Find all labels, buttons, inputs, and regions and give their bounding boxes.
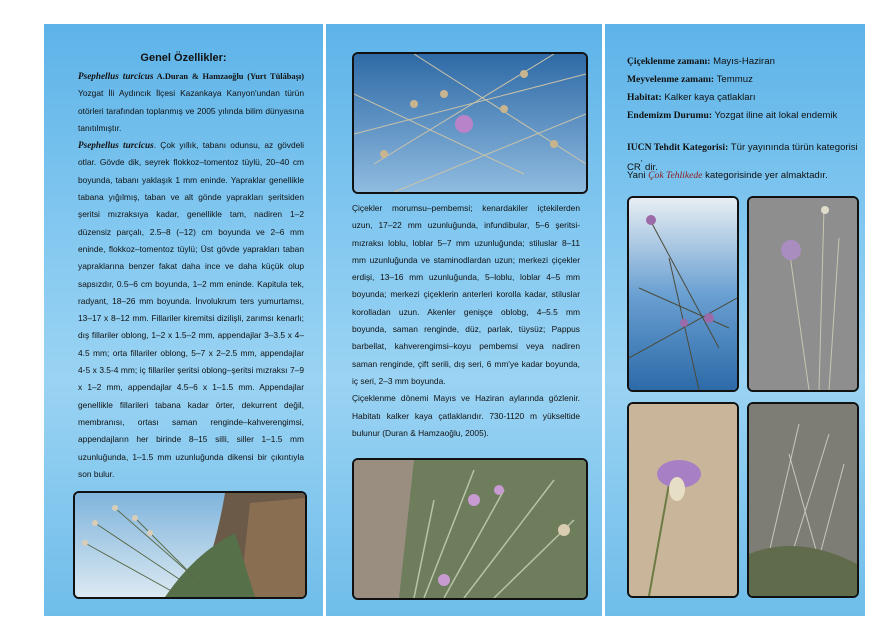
photo-stems-sky: [627, 196, 739, 392]
photo-flower-grey-bg: [747, 196, 859, 392]
photo-plant-habitat: [352, 458, 588, 600]
brochure-panel-right: [605, 24, 865, 616]
fruiting-time: Meyvelenme zamanı: Temmuz: [627, 74, 753, 85]
morphology-text: . Çok yıllık, tabanı odunsu, az gövdeli otlar. Gövde dik, seyrek flokkoz–tomentoz tüylü, 20–40 cm boyunda, tabanı yaklaşık 1 mm eninde. Yapraklar genellikle tabana yığılmış, taban ve alt gönde yaprakları şeritsiden şeritsi mızraksıya kadar, genellikle tam, nadiren 1–2 düzensiz parçalı, 2.5–8 (–12) cm boyunda ve 2–6 mm eninde, flokkoz–tomentoz tüylü; Üst gövde yaprakları taban yapraklarına benzer fakat daha ince ve daha küçük olup sapsızdır, 0.5–6 cm boyunda, 1–2 mm eninde. Kapitula tek, radyant, 18–26 mm boyunda. İnvolukrum ters yumurtamsı, 13–17 x 8–12 mm. Fillariler kiremitsi dizilişli, zarımsı kenarlı; dış fillariler oblong, 1–2 x 1.5–2 mm, appendajlar 3–3.5 x 4–4.5 mm; orta fillariler oblong, 5–7 x 2–2.5 mm, appendajlar 4-5 x 3.5-4 mm; iç fillariler şeritsi oblong–şeritsi mızraksı 7–9 x 1–2 mm, appendajlar 4.5–6 x 1–1.5 mm. Appendajlar genellikle fillarileri tabana kadar örter, dekurrent değil, membranısı, ortası saman renginde–kahverengimsi, appendajların her birinde 8–15 silli, siller 1–1.5 mm uzunluğunda, 1–1.5 mm uzunluğunda dikensi bir çıkıntıyla son bulur.: [78, 140, 305, 479]
authors: A.Duran & Hamzaoğlu (Yurt Tülâbaşı): [153, 72, 304, 81]
brochure-panel-left: [44, 24, 323, 616]
brochure-panel-middle: [326, 24, 602, 616]
habitat-paragraph: Çiçeklenme dönemi Mayıs ve Haziran aylarında gözlenir. Habitatı kalker kaya çatlaklarıdır. 730-1120 m yükseltide bulunur (Duran & Hamzaoğlu, 2005).: [352, 393, 580, 438]
species-name-2: Psephellus turcicus: [78, 140, 154, 151]
flowering-time: Çiçeklenme zamanı: Mayıs-Haziran: [627, 56, 775, 67]
photo-plant-in-rocks: [747, 402, 859, 598]
iucn-category: IUCN Tehdit Kategorisi: Tür yayınında türün kategorisi CR' dir.: [627, 142, 858, 173]
intro-text: Yozgat İli Aydıncık İlçesi Kazankaya Kanyon'undan türün otörleri tarafından toplanmış ve 2005 yılında bilim dünyasına tanıtılmıştır.: [78, 88, 304, 133]
photo-flower-heads-sky: [352, 52, 588, 194]
threat-status: Yani Çok Tehlikede kategorisinde yer almaktadır.: [627, 170, 828, 181]
endemism-status: Endemizm Durumu: Yozgat iline ait lokal endemik: [627, 110, 838, 121]
photo-flower-closeup: [627, 402, 739, 598]
description-text: [78, 68, 304, 483]
flower-description: [352, 200, 580, 442]
photo-plant-on-rock: [73, 491, 307, 599]
species-name: Psephellus turcicus: [78, 71, 154, 81]
flower-paragraph: Çiçekler morumsu–pembemsi; kenardakiler içtekilerden uzun, 17–22 mm uzunluğunda, infundibular, 5–6 şeritsi-mızraksı loblu, loblar 5–7 mm uzunluğunda; stiluslar 8–11 mm uzunluğunda ve staminodlardan uzun; merkezi çiçekler erdişi, 13–16 mm uzunluğunda, 5–loblu, loblar 4–5 mm boyunda; merkezi çiçeklerin anterleri korolla kadar, stiluslar korolladan uzun. Akenler genişçe oblobg, 4–5.5 mm boyunda, saman renginde, düz, parlak, tüysüz; Pappus barbellat, kahverengimsi–koyu pembemsi veya nadiren saman renginde, çift serili, dış seri, 6 mm'ye kadar boyunda, iç seri, 2–3 mm boyunda.: [352, 203, 580, 386]
habitat: Habitat: Kalker kaya çatlakları: [627, 92, 756, 103]
section-title: Genel Özellikler:: [140, 52, 227, 64]
